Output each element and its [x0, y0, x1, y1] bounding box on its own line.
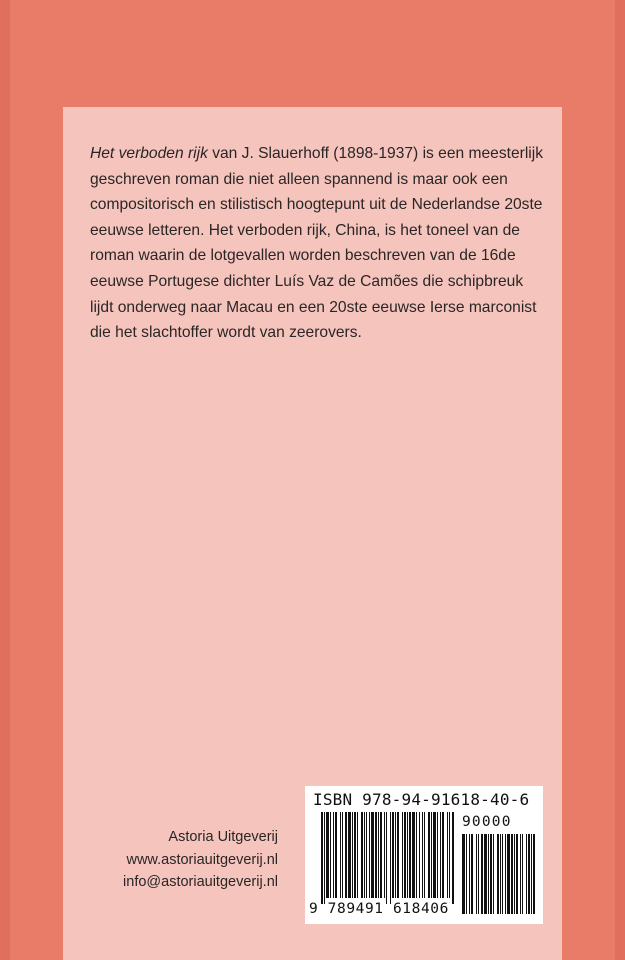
addon-bar — [500, 834, 501, 914]
barcode-bar — [326, 812, 329, 898]
barcode-bar — [386, 812, 387, 904]
barcode-bar — [348, 812, 351, 898]
barcode-bar — [361, 812, 363, 898]
barcode-bar — [375, 812, 377, 898]
barcode-bar — [321, 812, 323, 904]
addon-bar — [526, 834, 527, 914]
addon-bar — [481, 834, 483, 914]
barcode-bar — [440, 812, 441, 898]
addon-bar — [497, 834, 499, 914]
barcode-bar — [442, 812, 444, 898]
addon-bar — [484, 834, 487, 914]
barcode-bar — [380, 812, 382, 898]
barcode-bar — [395, 812, 396, 898]
addon-bar — [528, 834, 530, 914]
barcode-bar — [366, 812, 367, 898]
addon-bar — [493, 834, 494, 914]
barcode-bar — [340, 812, 341, 898]
book-title: Het verboden rijk — [90, 145, 208, 162]
addon-bar — [520, 834, 521, 914]
barcode-bar — [404, 812, 406, 898]
blurb-body: van J. Slauerhoff (1898-1937) is een meesterlijk geschreven roman die niet alleen spannend is maar ook een compositorisch en stilistisch hoogtepunt uit de Nederlandse 20ste eeuwse letteren. Het verboden rijk, China, is het toneel van de roman waarin de lotgevallen worden beschreven van de 16de eeuwse Portugese dichter Luís Vaz de Camões die schipbreuk lijdt onderweg naar Macau en een 20ste eeuwse Ierse marconist die het slachtoffer wordt van zeerovers. — [90, 145, 544, 342]
addon-bar — [476, 834, 477, 914]
barcode-bar — [335, 812, 337, 898]
publisher-website: www.astoriauitgeverij.nl — [126, 851, 278, 868]
barcode-bar — [330, 812, 331, 898]
barcode-bar — [384, 812, 385, 898]
addon-bar — [531, 834, 532, 914]
barcode-bar — [397, 812, 399, 898]
barcode-bar — [342, 812, 343, 898]
barcode-bar — [354, 812, 356, 898]
barcode-bar — [392, 812, 394, 898]
barcode-bar — [449, 812, 450, 898]
barcode-bar — [402, 812, 403, 898]
addon-bar — [505, 834, 506, 914]
addon-bar — [469, 834, 470, 914]
barcode-addon-digits: 90000 — [462, 814, 512, 830]
addon-bar — [488, 834, 489, 914]
barcode-bar — [447, 812, 448, 898]
barcode-bar — [390, 812, 391, 904]
barcode-bar — [416, 812, 417, 898]
publisher-email: info@astoriauitgeverij.nl — [123, 874, 278, 890]
barcode-bar — [424, 812, 425, 898]
isbn-barcode — [305, 786, 543, 924]
addon-bar — [533, 834, 535, 914]
addon-bar — [522, 834, 523, 914]
barcode-bar — [452, 812, 454, 904]
barcode-bar — [369, 812, 370, 898]
barcode-bar — [407, 812, 408, 898]
barcode-bar — [428, 812, 430, 898]
publisher-info — [123, 826, 278, 894]
barcode-digits: 9 789491 618406 — [309, 901, 449, 917]
barcode-bar — [378, 812, 379, 898]
addon-bar — [490, 834, 492, 914]
addon-bar — [471, 834, 473, 914]
barcode-bar — [345, 812, 347, 898]
barcode-bar — [419, 812, 420, 898]
addon-bar — [507, 834, 510, 914]
barcode-bar — [409, 812, 411, 898]
addon-bar — [502, 834, 503, 914]
barcode-bar — [352, 812, 353, 898]
cover-edge-right — [615, 0, 625, 960]
isbn-number: ISBN 978-94-91618-40-6 — [313, 790, 530, 809]
cover-edge-left — [0, 0, 10, 960]
barcode-bar — [431, 812, 432, 898]
barcode-bar — [357, 812, 358, 898]
addon-bar — [516, 834, 518, 914]
blurb-paragraph — [90, 141, 545, 346]
barcode-bar — [364, 812, 365, 898]
addon-bar — [466, 834, 467, 914]
barcode-bar — [412, 812, 415, 898]
publisher-name: Astoria Uitgeverij — [168, 829, 278, 845]
addon-bar — [511, 834, 513, 914]
barcode-bar — [324, 812, 325, 904]
addon-bar — [478, 834, 479, 914]
barcode-bar — [437, 812, 438, 898]
addon-bar — [462, 834, 465, 914]
barcode-bar — [422, 812, 423, 898]
barcode-bar — [371, 812, 374, 898]
barcode-bar — [333, 812, 334, 898]
addon-bar — [514, 834, 515, 914]
barcode-bar — [433, 812, 436, 898]
